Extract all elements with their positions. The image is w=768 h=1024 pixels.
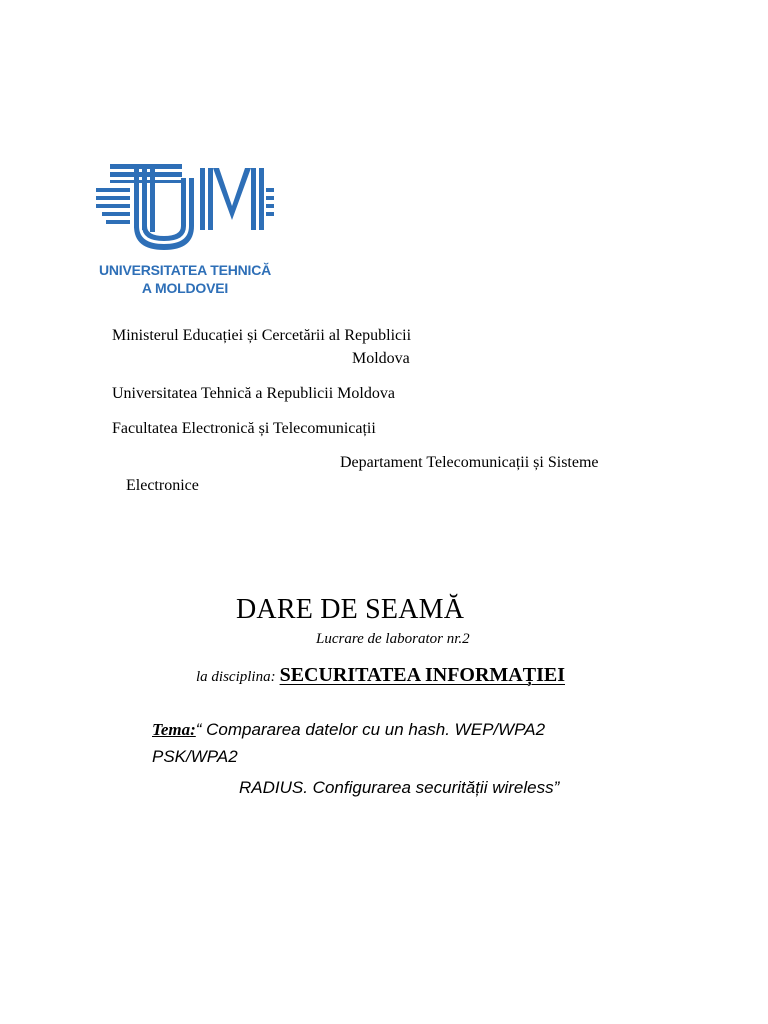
ministry-line2: Moldova	[352, 350, 410, 367]
logo-text-line1: UNIVERSITATEA TEHNICĂ	[98, 262, 272, 278]
topic-text-line1: “ Compararea datelor cu un hash. WEP/WPA2	[195, 720, 546, 739]
topic-label: Tema:	[152, 720, 196, 739]
report-subtitle: Lucrare de laborator nr.2	[316, 631, 470, 647]
logo-text-line2: A MOLDOVEI	[141, 280, 229, 296]
topic-line2: PSK/WPA2	[152, 747, 238, 766]
department-line1: Departament Telecomunicații și Sisteme	[340, 454, 599, 471]
university-name: Universitatea Tehnică a Republicii Moldova	[112, 385, 395, 402]
utm-emblem-icon	[92, 158, 278, 258]
ministry-line1: Ministerul Educației și Cercetării al Republicii	[112, 327, 412, 344]
report-title: DARE DE SEAMĂ	[236, 594, 465, 625]
topic-line1	[152, 720, 545, 740]
discipline-name: SECURITATEA INFORMAȚIEI	[279, 664, 565, 686]
discipline-line	[196, 664, 565, 687]
department-line2: Electronice	[126, 477, 199, 494]
university-logo	[92, 158, 278, 304]
discipline-prefix: la disciplina:	[196, 669, 276, 685]
topic-line3: RADIUS. Configurarea securității wireless”	[239, 778, 560, 797]
faculty-name: Facultatea Electronică și Telecomunicații	[112, 420, 376, 437]
